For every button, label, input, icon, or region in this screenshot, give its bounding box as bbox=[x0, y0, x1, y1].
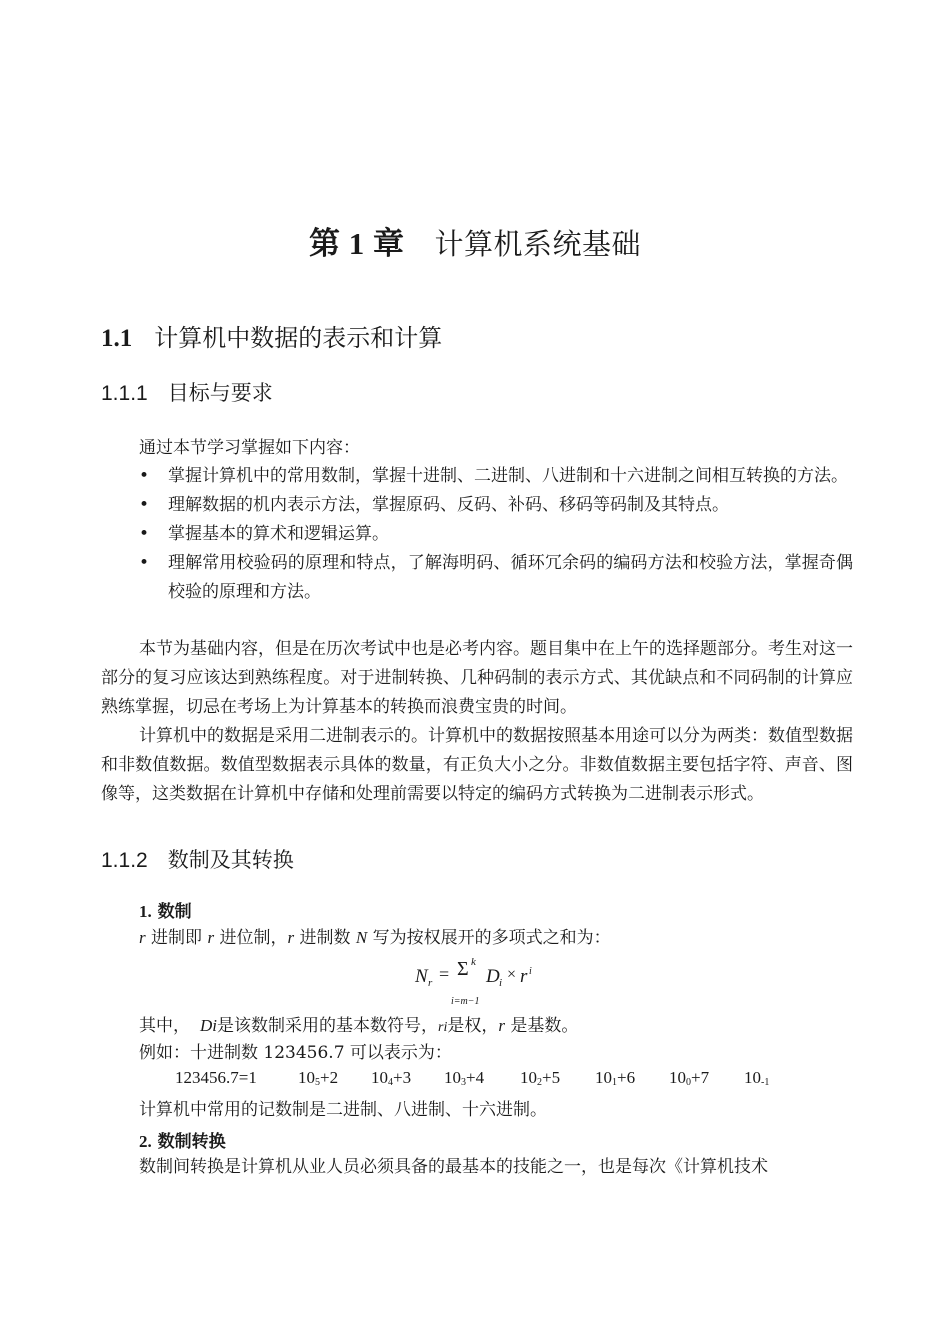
common-numeral-text: 计算机中常用的记数制是二进制、八进制、十六进制。 bbox=[139, 1100, 547, 1120]
subsection-number: 1.1.2 bbox=[101, 849, 148, 872]
list-item: • 掌握计算机中的常用数制，掌握十进制、二进制、八进制和十六进制之间相互转换的方法。 bbox=[139, 462, 853, 491]
expansion-term: $10^4+3$ bbox=[371, 1068, 412, 1088]
subsection-title: 目标与要求 bbox=[167, 381, 273, 405]
chapter-title bbox=[0, 218, 950, 263]
subsection-heading-numeral bbox=[101, 844, 294, 874]
expansion-term: $10^5+2$ bbox=[298, 1068, 339, 1088]
numeral-heading: 1. 数制 bbox=[139, 902, 192, 922]
formula-explanation: 其中， Di是该数制采用的基本数符号，ri是权，r 是基数。 bbox=[139, 1016, 579, 1036]
expansion-term: $10^{-1}$ bbox=[744, 1068, 770, 1088]
section-heading bbox=[101, 318, 442, 353]
list-item: • 掌握基本的算术和逻辑运算。 bbox=[139, 520, 853, 549]
paragraph-data-types: 计算机中的数据是采用二进制表示的。计算机中的数据按照基本用途可以分为两类：数值型数据和非数值数据。数值型数据表示具体的数量，有正负大小之分。非数值数据主要包括字符、声音、图像等，这类数据在计算机中存储和处理前需要以特定的编码方式转换为二进制表示形式。 bbox=[101, 726, 853, 804]
intro-text: 通过本节学习掌握如下内容： bbox=[139, 438, 360, 458]
list-item: • 理解数据的机内表示方法，掌握原码、反码、补码、移码等码制及其特点。 bbox=[139, 491, 853, 520]
goals-list bbox=[139, 462, 853, 607]
expansion-term: $10^3+4$ bbox=[444, 1068, 485, 1088]
list-item: • 理解常用校验码的原理和特点，了解海明码、循环冗余码的编码方法和校验方法，掌握奇偶校验的原理和方法。 bbox=[139, 549, 853, 607]
subsection-title: 数制及其转换 bbox=[167, 848, 294, 872]
section-number: 1.1 bbox=[101, 325, 133, 352]
weighted-sum-formula: N r = Σ k D i × r i i=m−1 bbox=[415, 956, 532, 1007]
subsection-heading-goals bbox=[101, 377, 273, 407]
example-text: 例如：十进制数 123456.7 可以表示为： bbox=[139, 1043, 452, 1063]
bullet-icon: • bbox=[139, 466, 150, 486]
bullet-icon: • bbox=[139, 553, 150, 573]
numeral-definition: r 进制即 r 进位制，r 进制数 N 写为按权展开的多项式之和为： bbox=[139, 928, 611, 948]
bullet-icon: • bbox=[139, 524, 150, 544]
section-title: 计算机中数据的表示和计算 bbox=[154, 324, 443, 352]
conversion-text: 数制间转换是计算机从业人员必须具备的最基本的技能之一，也是每次《计算机技术 bbox=[139, 1157, 768, 1177]
conversion-heading: 2. 数制转换 bbox=[139, 1132, 226, 1152]
paragraph-basics: 本节为基础内容，但是在历次考试中也是必考内容。题目集中在上午的选择题部分。考生对这一部分的复习应该达到熟练程度。对于进制转换、几种码制的表示方式、其优缺点和不同码制的计算应熟练掌握，切忌在考场上为计算基本的转换而浪费宝贵的时间。 bbox=[101, 639, 853, 717]
expansion-term: 123456.7=1 bbox=[175, 1068, 257, 1087]
expansion-term: $10^2+5$ bbox=[520, 1068, 561, 1088]
chapter-name: 计算机系统基础 bbox=[434, 227, 641, 261]
subsection-number: 1.1.1 bbox=[101, 382, 148, 405]
expansion-term: $10^0+7$ bbox=[669, 1068, 710, 1088]
expansion-term: $10^1+6$ bbox=[595, 1068, 636, 1088]
bullet-icon: • bbox=[139, 495, 150, 515]
chapter-number: 第 1 章 bbox=[308, 226, 405, 261]
